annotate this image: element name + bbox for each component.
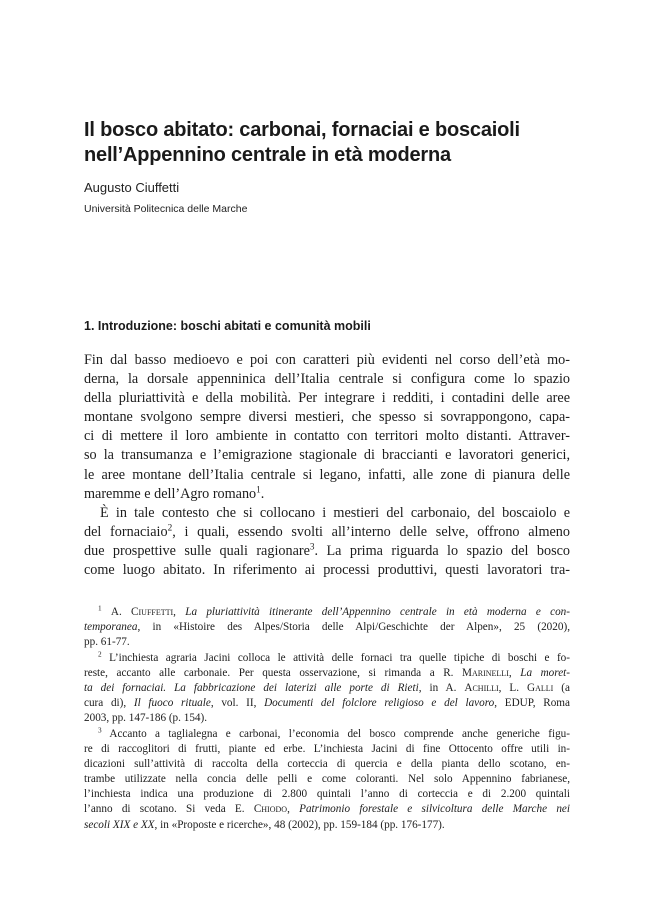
footnote-line: l’inchiesta indica una produzione di 2.800 quintali l’anno di corteccia e di 2.200 quintali xyxy=(84,788,570,801)
article-title xyxy=(84,118,604,168)
footnote-text: L’inchiesta agraria Jacini colloca le attività delle fornaci tra quelle tipiche di boschi e fo- xyxy=(109,651,570,664)
footnote-title: Documenti del folclore religioso e del lavoro xyxy=(264,697,495,710)
footnote-author: Galli xyxy=(527,681,554,694)
footnote-line xyxy=(84,681,570,696)
footnote-mark: 3 xyxy=(98,725,102,734)
body-line: ci di mettere il loro ambiente in contatto con territori molto distanti. Attraver- xyxy=(84,428,570,445)
footnote-line: l’anno di scotano. Si veda E. Chiodo, Patrimonio forestale e silvicoltura delle Marche nei xyxy=(84,803,570,816)
section-heading: 1. Introduzione: boschi abitati e comunità mobili xyxy=(84,319,371,333)
footnote-text: Accanto a taglialegna e carbonai, l’economia del bosco comprende anche generiche figu- xyxy=(109,727,571,740)
footnote-line: trambe utilizzate nella concia delle pelli e come coloranti. Nel solo Appennino fabrianese, xyxy=(84,773,570,786)
footnote-line xyxy=(84,696,570,711)
footnote-text: cura di), xyxy=(84,697,134,710)
author-affiliation: Università Politecnica delle Marche xyxy=(84,203,248,215)
footnote-line xyxy=(84,818,570,833)
body-line xyxy=(84,523,570,542)
footnote-text: , L. xyxy=(498,681,528,694)
footnote-text: reste, accanto alle carbonaie. Per questa osservazione, si rimanda a R. xyxy=(84,666,463,679)
footnote-title: La pluriattività itinerante dell’Appennino centrale in età moderna e con- xyxy=(185,606,570,618)
footnote-2 xyxy=(84,651,570,666)
footnote-author: A. Ciuffetti xyxy=(110,606,174,618)
footnote-mark: 2 xyxy=(98,649,102,658)
footnote-title: La moret- xyxy=(520,666,571,679)
footnote-text: l’anno di scotano. Si veda E. xyxy=(84,803,254,816)
body-text-run: del fornaciaio xyxy=(84,523,168,540)
footnote-title: Patrimonio forestale e silvicoltura delle Marche nei xyxy=(299,803,570,816)
footnote-text: , in «Proposte e ricerche», 48 (2002), pp. 159-184 (pp. 176-177). xyxy=(154,818,445,831)
body-line: È in tale contesto che si collocano i mestieri del carbonaio, del boscaiolo e xyxy=(100,504,570,521)
body-line: le aree montane dell’Italia centrale si legano, infatti, alle zone di pianura delle xyxy=(84,466,570,483)
footnote-text: , EDUP, Roma xyxy=(494,697,570,710)
title-line: nell’Appennino centrale in età moderna xyxy=(84,144,451,166)
body-text-run: maremme e dell’Agro romano xyxy=(84,485,257,502)
footnote-text: , in «Histoire des Alpes/Storia delle Alpi/Geschichte der Alpen», 25 (2020), xyxy=(137,621,570,634)
footnote-line: 2003, pp. 147-186 (p. 154). xyxy=(84,712,208,725)
footnote-title: Il fuoco rituale xyxy=(133,697,211,710)
body-line: maremme e dell’Agro romano$^1$. xyxy=(84,483,265,502)
footnote-3 xyxy=(84,727,570,742)
footnote-ref-1[interactable]: 1 xyxy=(256,483,261,494)
footnote-text: , in A. xyxy=(418,681,465,694)
footnotes xyxy=(84,605,570,833)
body-line xyxy=(84,542,570,561)
body-line: come luogo abitato. In riferimento ai processi produttivi, questi lavoratori tra- xyxy=(84,562,570,579)
title-line: Il bosco abitato: carbonai, fornaciai e boscaioli xyxy=(84,119,520,141)
footnote-text: (a xyxy=(553,681,570,694)
author-name: Augusto Ciuffetti xyxy=(84,180,180,195)
footnote-line: reste, accanto alle carbonaie. Per questa osservazione, si rimanda a R. Marinelli, La moret- xyxy=(84,666,571,679)
footnote-line: pp. 61-77. xyxy=(84,636,130,649)
footnote-title: ta dei fornaciai. La fabbricazione dei laterizi alle porte di Rieti xyxy=(84,681,419,694)
body-line: Fin dal basso medioevo e poi con caratteri più evidenti nel corso dell’età mo- xyxy=(84,352,570,368)
body-text-run: , i quali, essendo svolti all’interno delle selve, offrono almeno xyxy=(172,523,570,540)
footnote-ref-2[interactable]: 2 xyxy=(167,522,173,533)
body-line: della pluriattività e della mobilità. Per integrare i redditi, i contadini delle aree xyxy=(84,390,570,407)
footnote-title: secoli XIX e XX xyxy=(84,818,155,831)
body-text xyxy=(84,351,570,580)
footnote-1: $^1$ A. Ciuffetti, La pluriattività itinerante dell’Appennino centrale in età moderna e con- xyxy=(98,604,570,618)
footnote-line: re di raccoglitori di frutti, piante ed erbe. L’inchiesta Jacini di fine Ottocento offre utili in- xyxy=(84,742,570,755)
footnote-text: , vol. II, xyxy=(210,697,265,710)
footnote-line xyxy=(84,620,570,635)
body-text-run: due prospettive sulle quali ragionare xyxy=(84,542,310,559)
body-text-run: . La prima riguarda lo spazio del bosco xyxy=(314,542,570,559)
body-line: derna, la dorsale appenninica dell’Italia centrale si configura come lo spazio xyxy=(84,371,570,388)
footnote-title: temporanea xyxy=(84,621,138,634)
footnote-ref-3[interactable]: 3 xyxy=(309,541,315,552)
footnote-mark: 1 xyxy=(98,604,102,613)
footnote-author: Achilli xyxy=(464,681,499,694)
footnote-author: Marinelli xyxy=(462,666,509,679)
body-line: montane svolgono sempre diversi mestieri, che spesso si sovrappongono, capa- xyxy=(84,409,570,426)
body-line: so la transumanza e l’emigrazione stagionale di braccianti e lavoratori generici, xyxy=(84,447,570,464)
footnote-author: Chiodo xyxy=(253,803,288,816)
footnote-line: dicazioni sull’attività di raccolta della corteccia di quercia e della pianta dello scotano, en- xyxy=(84,757,570,770)
